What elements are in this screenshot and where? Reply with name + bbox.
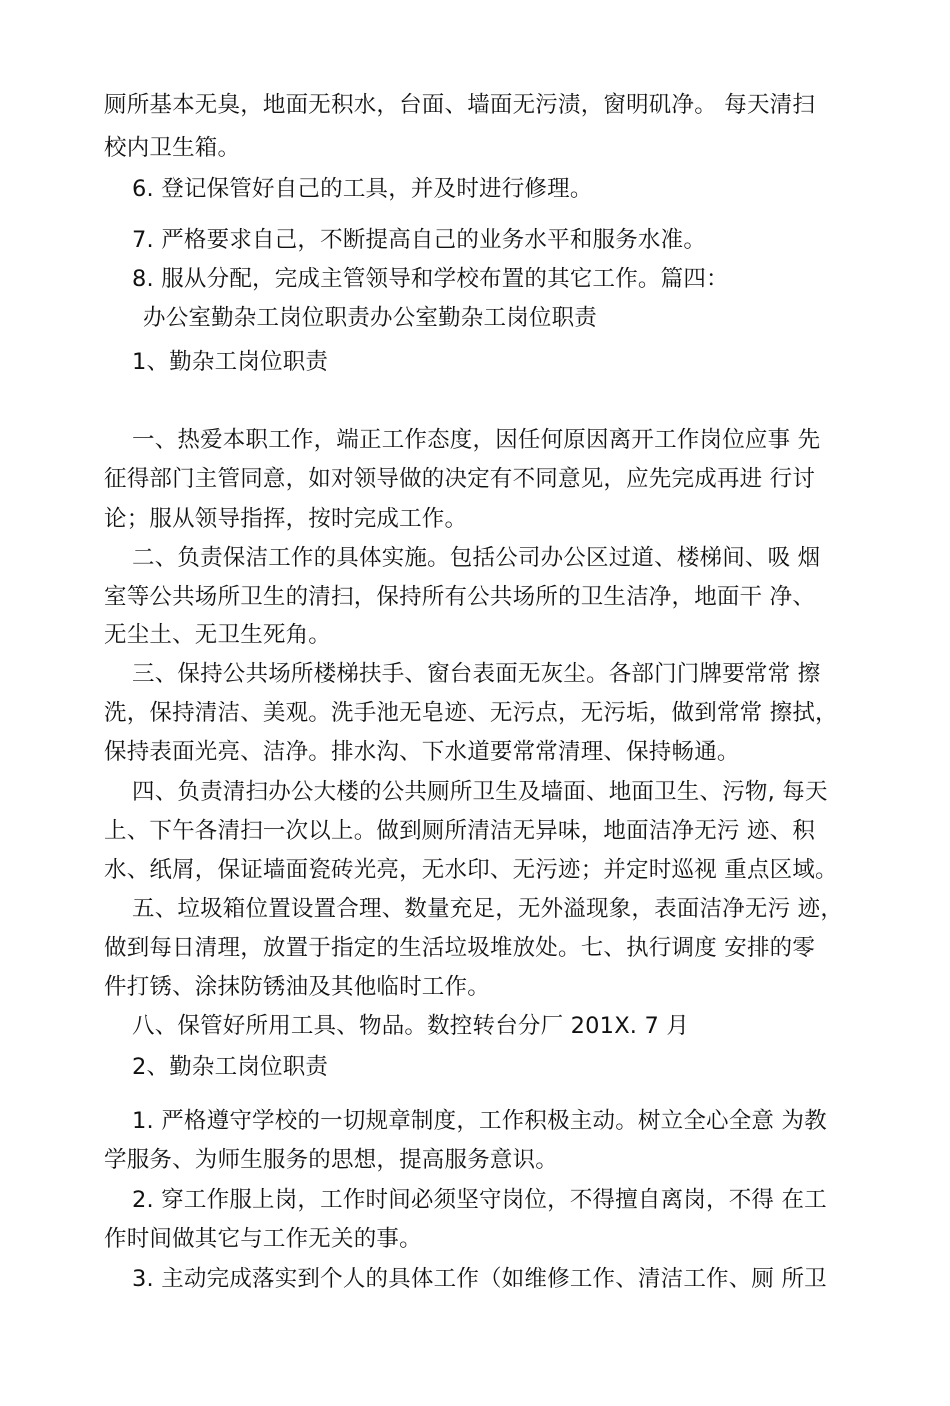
text-line: 五、垃圾箱位置设置合理、数量充足，无外溢现象，表面洁净无污 迹， [132,896,844,922]
list-item: 6. 登记保管好自己的工具，并及时进行修理。 [132,176,593,202]
text-line: 保持表面光亮、洁净。排水沟、下水道要常常清理、保持畅通。 [104,739,740,765]
list-item: 3. 主动完成落实到个人的具体工作（如维修工作、清洁工作、厕 所卫 [132,1266,827,1292]
list-item: 2. 穿工作服上岗，工作时间必须坚守岗位，不得擅自离岗，不得 在工 [132,1187,827,1213]
section-heading: 办公室勤杂工岗位职责办公室勤杂工岗位职责 [143,305,598,331]
text-line: 厕所基本无臭，地面无积水，台面、墙面无污渍，窗明矶净。 每天清扫 [104,92,816,118]
list-item: 8. 服从分配，完成主管领导和学校布置的其它工作。篇四： [132,266,729,292]
text-line: 八、保管好所用工具、物品。数控转台分厂 201X. 7 月 [132,1013,690,1039]
text-line: 件打锈、涂抹防锈油及其他临时工作。 [104,974,490,1000]
text-line: 作时间做其它与工作无关的事。 [104,1226,422,1252]
text-line: 校内卫生箱。 [104,135,241,161]
text-line: 做到每日清理，放置于指定的生活垃圾堆放处。七、执行调度 安排的零 [104,935,816,961]
list-item: 7. 严格要求自己，不断提高自己的业务水平和服务水准。 [132,227,707,253]
text-line: 二、负责保洁工作的具体实施。包括公司办公区过道、楼梯间、吸 烟 [132,545,821,571]
text-line: 室等公共场所卫生的清扫，保持所有公共场所的卫生洁净，地面干 净、 [104,584,816,610]
text-line: 上、下午各清扫一次以上。做到厕所清洁无异味，地面洁净无污 迹、积 [104,818,816,844]
text-line: 学服务、为师生服务的思想，提高服务意识。 [104,1147,559,1173]
text-line: 一、热爱本职工作，端正工作态度，因任何原因离开工作岗位应事 先 [132,427,821,453]
text-line: 征得部门主管同意，如对领导做的决定有不同意见，应先完成再进 行讨 [104,466,816,492]
text-line: 四、负责清扫办公大楼的公共厕所卫生及墙面、地面卫生、污物, 每天 [132,779,828,805]
subsection-heading: 2、勤杂工岗位职责 [132,1054,329,1080]
text-line: 水、纸屑，保证墙面瓷砖光亮，无水印、无污迹；并定时巡视 重点区域。 [104,857,838,883]
text-line: 论；服从领导指挥，按时完成工作。 [104,506,468,532]
list-item: 1. 严格遵守学校的一切规章制度，工作积极主动。树立全心全意 为教 [132,1108,827,1134]
subsection-heading: 1、勤杂工岗位职责 [132,349,329,375]
text-line: 三、保持公共场所楼梯扶手、窗台表面无灰尘。各部门门牌要常常 擦 [132,661,821,687]
text-line: 无尘土、无卫生死角。 [104,622,332,648]
text-line: 洗，保持清洁、美观。洗手池无皂迹、无污点，无污垢，做到常常 擦拭， [104,700,838,726]
